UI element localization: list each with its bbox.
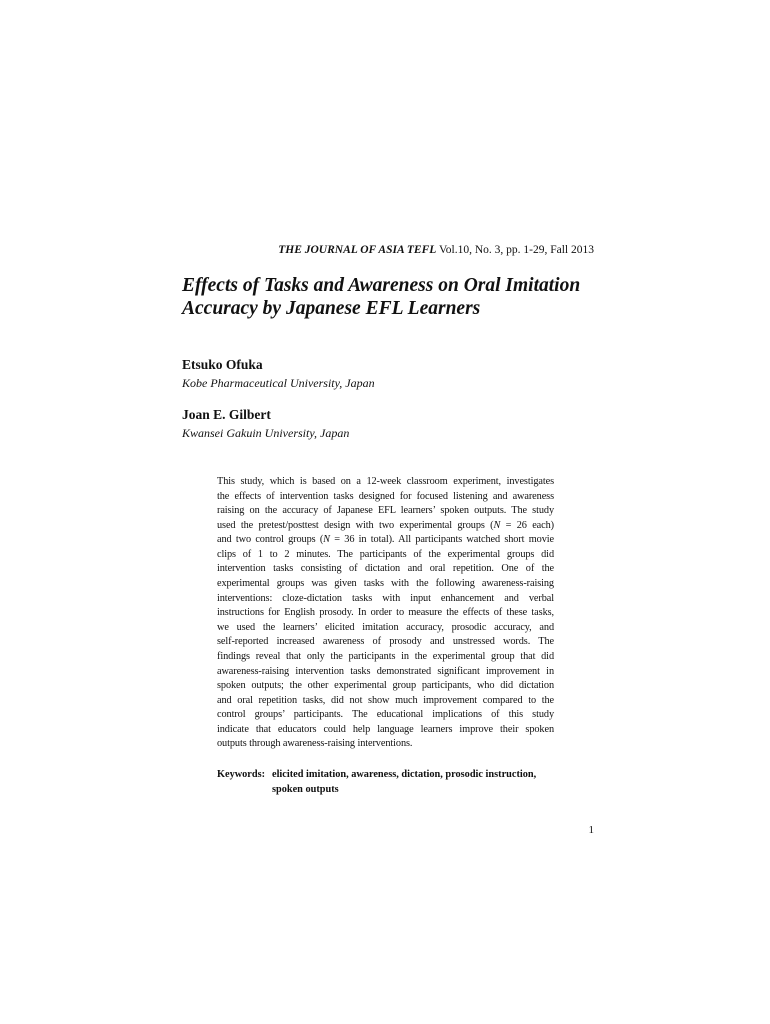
abstract-line: intervention tasks consisting of dictation and oral repetition. One of the: [217, 563, 554, 575]
abstract-line: indicate that educators could help language learners improve their spoken: [217, 723, 554, 735]
abstract-line: used the pretest/posttest design with two experimental groups (N = 26 each): [217, 519, 554, 531]
author-block-1: [182, 356, 602, 391]
author-name: Etsuko Ofuka: [182, 357, 263, 372]
abstract-line: raising on the accuracy of Japanese EFL learners’ spoken outputs. The study: [217, 505, 554, 517]
journal-name: THE JOURNAL OF ASIA TEFL: [278, 244, 437, 256]
keywords-label: Keywords:: [217, 769, 266, 780]
page-number: 1: [588, 824, 594, 836]
abstract-line: This study, which is based on a 12-week classroom experiment, investigates: [217, 476, 554, 487]
journal-header: [182, 243, 594, 257]
keywords-text-continued: spoken outputs: [272, 783, 339, 795]
journal-citation: Vol.10, No. 3, pp. 1-29, Fall 2013: [438, 244, 594, 256]
abstract-line: outputs through awareness-raising interventions.: [217, 738, 413, 750]
abstract-line: self-reported increased awareness of prosody and unstressed words. The: [217, 636, 554, 648]
abstract-line: experimental groups was given tasks with the following awareness-raising: [217, 578, 554, 590]
abstract-line: the effects of intervention tasks designed for focused listening and awareness: [217, 490, 554, 502]
abstract-line: clips of 1 to 2 minutes. The participants of the experimental groups did: [217, 548, 554, 560]
keywords-text: elicited imitation, awareness, dictation, prosodic instruction,: [272, 769, 537, 780]
author-affiliation: Kobe Pharmaceutical University, Japan: [182, 376, 375, 390]
abstract-line: control groups’ participants. The educational implications of this study: [217, 709, 554, 721]
abstract-line: spoken outputs; the other experimental group participants, who did dictation: [217, 680, 554, 692]
author-affiliation: Kwansei Gakuin University, Japan: [182, 426, 350, 440]
author-block-2: [182, 406, 602, 441]
abstract-line: awareness-raising intervention tasks demonstrated significant improvement in: [217, 665, 554, 677]
abstract-line: and oral repetition tasks, did not show much improvement compared to the: [217, 694, 554, 706]
keywords: [217, 768, 557, 797]
abstract-line: findings reveal that only the participants in the experimental group that did: [217, 650, 554, 662]
abstract-line: and two control groups (N = 36 in total). All participants watched short movie: [217, 534, 554, 546]
author-name: Joan E. Gilbert: [182, 407, 271, 422]
abstract-line: instructions for English prosody. In order to measure the effects of these tasks,: [217, 607, 554, 619]
abstract-line: we used the learners’ elicited imitation accuracy, prosodic accuracy, and: [217, 621, 554, 633]
abstract: [217, 475, 554, 752]
article-title: Effects of Tasks and Awareness on Oral Imitation Accuracy by Japanese EFL Learners: [182, 275, 581, 319]
abstract-line: interventions: cloze-dictation tasks with input enhancement and verbal: [217, 592, 554, 604]
